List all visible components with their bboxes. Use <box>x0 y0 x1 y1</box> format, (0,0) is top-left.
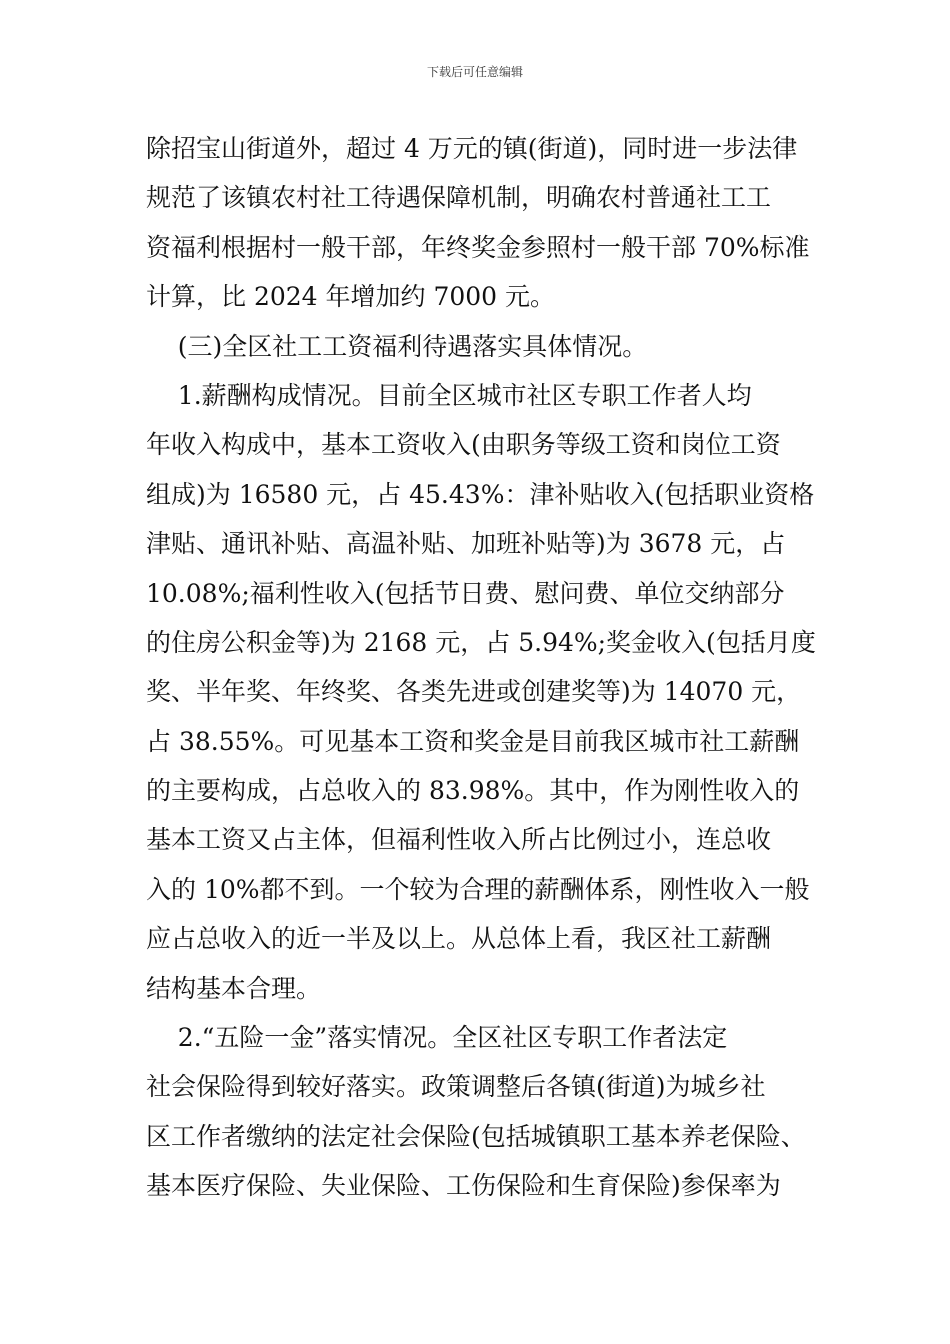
text-line: 资福利根据村一般干部，年终奖金参照村一般干部 70%标准 <box>146 232 810 262</box>
text-line: 入的 10%都不到。一个较为合理的薪酬体系，刚性收入一般 <box>146 874 810 904</box>
text-line: 区工作者缴纳的法定社会保险(包括城镇职工基本养老保险、 <box>146 1121 806 1151</box>
page-header: 下载后可任意编辑 <box>426 65 523 79</box>
text-line: 津贴、通讯补贴、高温补贴、加班补贴等)为 3678 元，占 <box>146 529 786 559</box>
text-line: 除招宝山街道外，超过 4 万元的镇(街道)，同时进一步法律 <box>146 134 798 163</box>
text-line: 基本医疗保险、失业保险、工伤保险和生育保险)参保率为 <box>146 1171 781 1201</box>
text-line: 基本工资又占主体，但福利性收入所占比例过小，连总收 <box>146 825 772 855</box>
text-line: 组成)为 16580 元，占 45.43%：津补贴收入(包括职业资格 <box>146 479 815 509</box>
text-line: 的住房公积金等)为 2168 元，占 5.94%;奖金收入(包括月度 <box>146 627 816 657</box>
text-line: 的主要构成，占总收入的 83.98%。其中，作为刚性收入的 <box>146 776 800 806</box>
text-line: 奖、半年奖、年终奖、各类先进或创建奖等)为 14070 元， <box>146 677 802 707</box>
text-line: 占 38.55%。可见基本工资和奖金是目前我区城市社工薪酬 <box>146 726 800 756</box>
text-line: 10.08%;福利性收入(包括节日费、慰问费、单位交纳部分 <box>146 578 785 608</box>
text-line: 社会保险得到较好落实。政策调整后各镇(街道)为城乡社 <box>146 1072 766 1102</box>
text-line: 1.薪酬构成情况。目前全区城市社区专职工作者人均 <box>146 380 752 410</box>
section-heading: (三)全区社工工资福利待遇落实具体情况。 <box>146 331 648 361</box>
text-line: 2.“五险一金”落实情况。全区社区专职工作者法定 <box>146 1023 728 1053</box>
text-line: 结构基本合理。 <box>146 973 322 1003</box>
text-line: 应占总收入的近一半及以上。从总体上看，我区社工薪酬 <box>146 924 772 954</box>
text-line: 年收入构成中，基本工资收入(由职务等级工资和岗位工资 <box>146 430 781 460</box>
text-line: 规范了该镇农村社工待遇保障机制，明确农村普通社工工 <box>146 183 772 213</box>
document-body <box>146 124 822 1211</box>
text-line: 计算，比 2024 年增加约 7000 元。 <box>146 282 556 312</box>
